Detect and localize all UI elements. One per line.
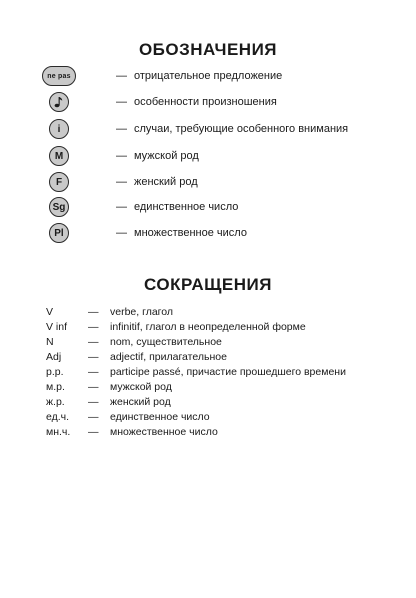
abbreviation-meaning: nom, существительное	[110, 336, 222, 348]
abbreviation-dash: —	[88, 351, 99, 363]
legend-description: единственное число	[134, 201, 239, 213]
abbreviation-dash: —	[88, 411, 99, 423]
ne-pas-badge: ne pas	[42, 66, 76, 86]
abbreviation-dash: —	[88, 321, 99, 333]
abbreviation-meaning: множественное число	[110, 426, 218, 438]
legend-dash: —	[116, 150, 127, 162]
abbreviation-meaning: единственное число	[110, 411, 210, 423]
abbreviation-term: ж.р.	[46, 396, 65, 408]
abbreviation-meaning: infinitif, глагол в неопределенной форме	[110, 321, 306, 333]
abbreviation-meaning: мужской род	[110, 381, 172, 393]
abbreviation-term: мн.ч.	[46, 426, 71, 438]
abbreviation-row	[46, 395, 406, 409]
abbreviation-term: N	[46, 336, 54, 348]
singular-badge: Sg	[49, 197, 69, 217]
legend-description: женский род	[134, 176, 198, 188]
legend-item-negation	[42, 66, 402, 86]
abbreviation-row	[46, 410, 406, 424]
legend-description: отрицательное предложение	[134, 70, 283, 82]
abbreviations-section-title: СОКРАЩЕНИЯ	[144, 275, 272, 294]
abbreviation-term: V inf	[46, 321, 68, 333]
info-i-badge: i	[49, 119, 69, 139]
abbreviation-meaning: женский род	[110, 396, 171, 408]
legend-item-masculine	[42, 146, 402, 166]
abbreviation-meaning: verbe, глагол	[110, 306, 173, 318]
symbols-section-title: ОБОЗНАЧЕНИЯ	[138, 40, 278, 59]
abbreviation-term: ед.ч.	[46, 411, 70, 423]
legend-description: особенности произношения	[134, 96, 277, 108]
abbreviation-row	[46, 320, 406, 334]
feminine-badge: F	[49, 172, 69, 192]
abbreviation-dash: —	[88, 306, 99, 318]
abbreviation-dash: —	[88, 426, 99, 438]
legend-description: случаи, требующие особенного внимания	[134, 123, 349, 135]
legend-dash: —	[116, 227, 127, 239]
legend-item-attention	[42, 119, 402, 139]
abbreviation-row	[46, 425, 406, 439]
legend-item-plural	[42, 223, 402, 243]
abbreviation-term: V	[46, 306, 54, 318]
legend-description: мужской род	[134, 150, 199, 162]
abbreviation-row	[46, 350, 406, 364]
legend-item-pronunciation	[42, 92, 402, 112]
abbreviation-dash: —	[88, 381, 99, 393]
legend-dash: —	[116, 70, 127, 82]
abbreviation-row	[46, 365, 406, 379]
legend-dash: —	[116, 96, 127, 108]
legend-dash: —	[116, 176, 127, 188]
legend-dash: —	[116, 123, 127, 135]
masculine-badge: M	[49, 146, 69, 166]
abbreviation-meaning: adjectif, прилагательное	[110, 351, 227, 363]
abbreviation-term: м.р.	[46, 381, 65, 393]
legend-item-singular	[42, 197, 402, 217]
abbreviation-dash: —	[88, 396, 99, 408]
abbreviation-dash: —	[88, 336, 99, 348]
abbreviation-row	[46, 380, 406, 394]
legend-description: множественное число	[134, 227, 247, 239]
abbreviation-row	[46, 305, 406, 319]
legend-dash: —	[116, 201, 127, 213]
music-note-icon	[49, 92, 69, 112]
abbreviation-row	[46, 335, 406, 349]
abbreviation-term: Adj	[46, 351, 62, 363]
abbreviation-term: p.p.	[46, 366, 64, 378]
legend-item-feminine	[42, 172, 402, 192]
plural-badge: Pl	[49, 223, 69, 243]
abbreviation-meaning: participe passé, причастие прошедшего времени	[110, 366, 346, 378]
abbreviation-dash: —	[88, 366, 99, 378]
